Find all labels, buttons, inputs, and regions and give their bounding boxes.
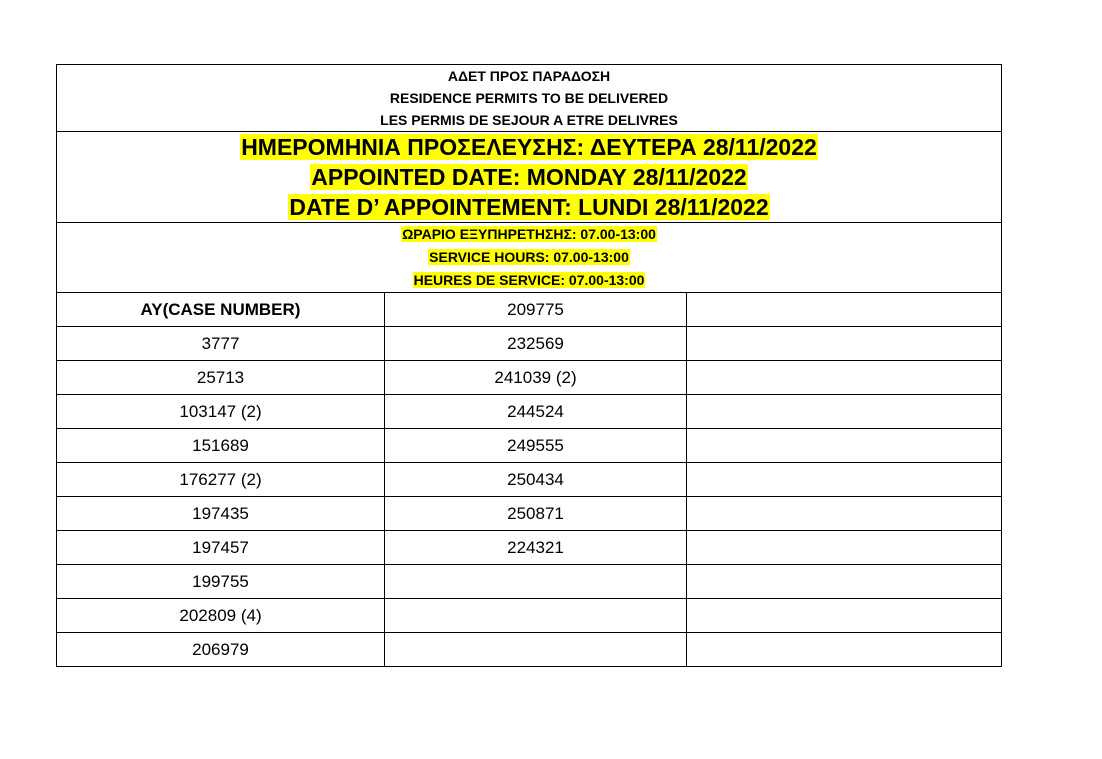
table-cell	[687, 497, 1002, 531]
table-cell: 103147 (2)	[57, 395, 385, 429]
table-cell	[687, 463, 1002, 497]
table-header-row	[57, 293, 1002, 327]
hours-greek: ΩΡΑΡΙΟ ΕΞΥΠΗΡΕΤΗΣΗΣ: 07.00-13:00	[402, 226, 656, 242]
table-cell: 197457	[57, 531, 385, 565]
table-cell: 206979	[57, 633, 385, 667]
title-row	[57, 65, 1002, 132]
date-cell	[57, 132, 1002, 223]
table-cell	[687, 599, 1002, 633]
table-cell	[687, 293, 1002, 327]
hours-english: SERVICE HOURS: 07.00-13:00	[429, 249, 629, 265]
table-row	[57, 633, 1002, 667]
hours-cell	[57, 223, 1002, 293]
table-cell: 25713	[57, 361, 385, 395]
title-english: RESIDENCE PERMITS TO BE DELIVERED	[389, 90, 669, 106]
table-row	[57, 429, 1002, 463]
table-cell	[687, 531, 1002, 565]
table-cell	[687, 429, 1002, 463]
table-cell: 232569	[385, 327, 687, 361]
table-cell	[687, 633, 1002, 667]
table-cell: 250434	[385, 463, 687, 497]
table-cell: 199755	[57, 565, 385, 599]
case-rows	[57, 327, 1002, 667]
table-cell: 202809 (4)	[57, 599, 385, 633]
date-english: APPOINTED DATE: MONDAY 28/11/2022	[311, 164, 747, 190]
table-cell: 176277 (2)	[57, 463, 385, 497]
table-cell: 3777	[57, 327, 385, 361]
table-cell: 224321	[385, 531, 687, 565]
table-cell	[385, 633, 687, 667]
date-french: DATE D’ APPOINTEMENT: LUNDI 28/11/2022	[289, 194, 769, 220]
table-cell: 244524	[385, 395, 687, 429]
table-row	[57, 565, 1002, 599]
title-french: LES PERMIS DE SEJOUR A ETRE DELIVRES	[380, 112, 678, 128]
hours-row	[57, 223, 1002, 293]
date-greek: ΗΜΕΡΟΜΗΝΙΑ ΠΡΟΣΕΛΕΥΣΗΣ: ΔΕΥΤΕΡΑ 28/11/2022	[241, 134, 817, 160]
title-greek: ΑΔΕΤ ΠΡΟΣ ΠΑΡΑΔΟΣΗ	[447, 68, 611, 84]
table-row	[57, 327, 1002, 361]
table-cell	[385, 599, 687, 633]
table-cell: 250871	[385, 497, 687, 531]
table-cell	[687, 361, 1002, 395]
document	[56, 64, 1001, 667]
table-cell	[385, 565, 687, 599]
table-cell: 241039 (2)	[385, 361, 687, 395]
table-cell: 209775	[385, 293, 687, 327]
table-cell	[687, 395, 1002, 429]
table-cell: 249555	[385, 429, 687, 463]
permits-table	[56, 64, 1002, 667]
table-row	[57, 463, 1002, 497]
table-row	[57, 497, 1002, 531]
title-cell	[57, 65, 1002, 132]
table-cell: 151689	[57, 429, 385, 463]
case-number-header: AY(CASE NUMBER)	[57, 293, 385, 327]
table-row	[57, 361, 1002, 395]
table-row	[57, 395, 1002, 429]
table-row	[57, 599, 1002, 633]
table-row	[57, 531, 1002, 565]
table-cell	[687, 327, 1002, 361]
table-cell	[687, 565, 1002, 599]
date-row	[57, 132, 1002, 223]
hours-french: HEURES DE SERVICE: 07.00-13:00	[413, 272, 645, 288]
table-cell: 197435	[57, 497, 385, 531]
